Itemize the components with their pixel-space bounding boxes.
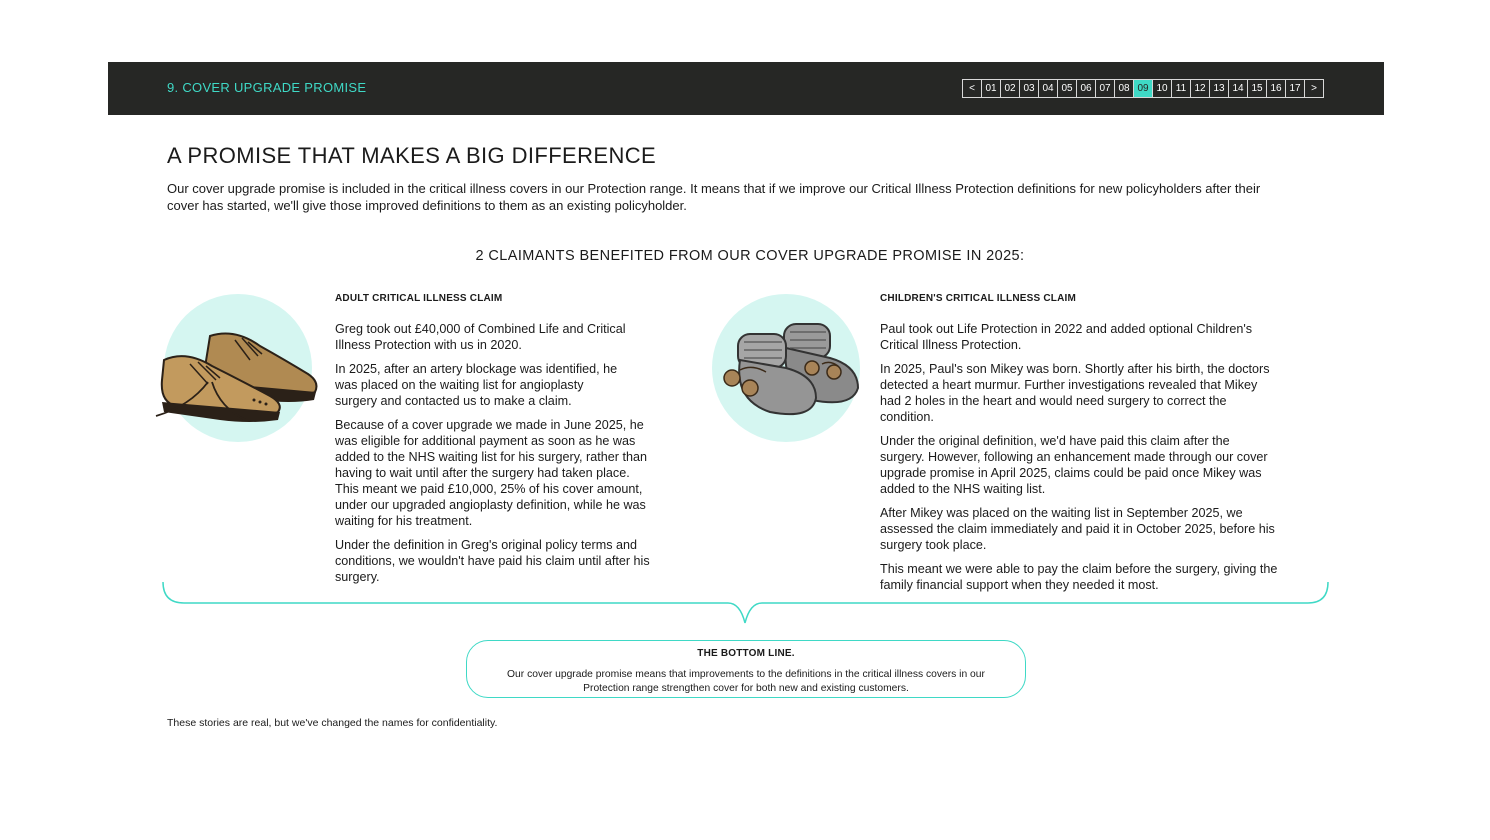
- shoes-circle: [164, 294, 312, 442]
- adult-claim-column: [335, 291, 655, 593]
- children-claim-paragraph: This meant we were able to pay the claim before the surgery, giving the family financial support when they needed it most.: [880, 562, 1278, 592]
- children-claim-title: CHILDREN'S CRITICAL ILLNESS CLAIM: [880, 293, 1077, 304]
- children-claim-paragraph: After Mikey was placed on the waiting list in September 2025, we assessed the claim immediately and paid it in October 2025, before his surgery took place.: [880, 506, 1275, 552]
- page-button-11[interactable]: 11: [1171, 79, 1191, 98]
- curly-brace-divider: [160, 578, 1332, 628]
- page-button-10[interactable]: 10: [1152, 79, 1172, 98]
- page-button-02[interactable]: 02: [1000, 79, 1020, 98]
- section-title: 9. COVER UPGRADE PROMISE: [167, 80, 367, 95]
- next-page-button[interactable]: >: [1304, 79, 1324, 98]
- children-claim-paragraph: Paul took out Life Protection in 2022 and added optional Children's Critical Illness Protection.: [880, 322, 1253, 352]
- intro-text: Our cover upgrade promise is included in the critical illness covers in our Protection range. It means that if we improve our Critical Illness Protection definitions for new policyholders after their cover has started, we'll give those improved definitions to them as an existing policyholder.: [167, 181, 1261, 213]
- page-button-13[interactable]: 13: [1209, 79, 1229, 98]
- page-button-06[interactable]: 06: [1076, 79, 1096, 98]
- top-bar: [108, 62, 1384, 115]
- page-button-15[interactable]: 15: [1247, 79, 1267, 98]
- adult-claim-title: ADULT CRITICAL ILLNESS CLAIM: [335, 293, 503, 304]
- shoes-icon: [150, 316, 330, 426]
- confidentiality-footnote: These stories are real, but we've changed the names for confidentiality.: [167, 717, 498, 729]
- adult-claim-paragraph: Under the definition in Greg's original policy terms and conditions, we wouldn't have paid his claim until after his surgery.: [335, 538, 650, 584]
- bottom-line-title: THE BOTTOM LINE.: [697, 648, 795, 659]
- page-button-17[interactable]: 17: [1285, 79, 1305, 98]
- children-claim-paragraph: In 2025, Paul's son Mikey was born. Shortly after his birth, the doctors detected a heart murmur. Further investigations revealed that Mikey had 2 holes in the heart and would need surgery to correct the condition.: [880, 362, 1270, 424]
- page-navigation: [963, 79, 1324, 98]
- booties-circle: [712, 294, 860, 442]
- page-button-05[interactable]: 05: [1057, 79, 1077, 98]
- bottom-line-box: [466, 640, 1026, 698]
- claimants-subheading: 2 CLAIMANTS BENEFITED FROM OUR COVER UPGRADE PROMISE IN 2025:: [475, 248, 1025, 264]
- page-button-08[interactable]: 08: [1114, 79, 1134, 98]
- children-claim-column: [880, 291, 1280, 601]
- page-button-07[interactable]: 07: [1095, 79, 1115, 98]
- adult-claim-paragraph: Because of a cover upgrade we made in June 2025, he was eligible for additional payment as soon as he was added to the NHS waiting list for his surgery, rather than having to wait until after the surgery had taken place. This meant we paid £10,000, 25% of his cover amount, under our upgraded angioplasty definition, while he was waiting for his treatment.: [335, 418, 647, 528]
- page-button-01[interactable]: 01: [981, 79, 1001, 98]
- bottom-line-text: Our cover upgrade promise means that improvements to the definitions in the critical illness covers in our Protection range strengthen cover for both new and existing customers.: [507, 669, 985, 694]
- page-button-16[interactable]: 16: [1266, 79, 1286, 98]
- page-button-03[interactable]: 03: [1019, 79, 1039, 98]
- prev-page-button[interactable]: <: [962, 79, 982, 98]
- adult-claim-paragraph: Greg took out £40,000 of Combined Life and Critical Illness Protection with us in 2020.: [335, 322, 626, 352]
- page-button-14[interactable]: 14: [1228, 79, 1248, 98]
- adult-claim-paragraph: In 2025, after an artery blockage was identified, he was placed on the waiting list for angioplasty surgery and contacted us to make a claim.: [335, 362, 618, 408]
- page-heading: A PROMISE THAT MAKES A BIG DIFFERENCE: [167, 143, 657, 168]
- page-button-09-current[interactable]: 09: [1133, 79, 1153, 98]
- baby-booties-icon: [712, 308, 862, 428]
- children-claim-paragraph: Under the original definition, we'd have paid this claim after the surgery. However, following an enhancement made through our cover upgrade promise in April 2025, claims could be paid once Mikey was added to the NHS waiting list.: [880, 434, 1268, 496]
- page-button-04[interactable]: 04: [1038, 79, 1058, 98]
- page-button-12[interactable]: 12: [1190, 79, 1210, 98]
